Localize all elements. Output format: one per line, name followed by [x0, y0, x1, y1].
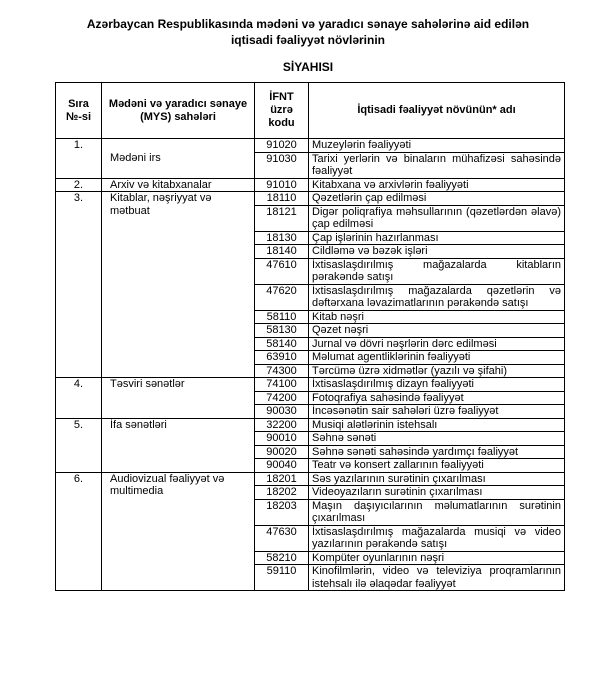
activity-code: 18201	[255, 472, 309, 486]
activity-name: İncəsənətin sair sahələri üzrə fəaliyyət	[309, 405, 565, 419]
activity-code: 58130	[255, 324, 309, 338]
document-title-line1: Azərbaycan Respublikasında mədəni və yaradıcı sənaye sahələrinə aid edilən	[86, 17, 530, 31]
activity-code: 90030	[255, 405, 309, 419]
activity-code: 18203	[255, 499, 309, 525]
table-row	[56, 418, 565, 432]
section-number: 2.	[56, 178, 102, 192]
section-name: İfa sənətləri	[102, 418, 255, 472]
activity-code: 32200	[255, 418, 309, 432]
activity-name: Kompüter oyunlarının nəşri	[309, 551, 565, 565]
activity-code: 59110	[255, 565, 309, 591]
table-row	[56, 378, 565, 392]
activity-name: Cildləmə və bəzək işləri	[309, 245, 565, 259]
activity-code: 18140	[255, 245, 309, 259]
activity-name: Musiqi alətlərinin istehsalı	[309, 418, 565, 432]
activity-code: 91030	[255, 152, 309, 178]
activity-code: 58110	[255, 310, 309, 324]
header-activity: İqtisadi fəaliyyət növünün* adı	[309, 83, 565, 139]
table-header-row	[56, 83, 565, 139]
activity-code: 18202	[255, 486, 309, 500]
table-row	[56, 192, 565, 206]
activity-name: Kitabxana və arxivlərin fəaliyyəti	[309, 178, 565, 192]
document-subtitle: SİYAHISI	[282, 60, 334, 74]
activity-name: Səs yazılarının surətinin çıxarılması	[309, 472, 565, 486]
activity-code: 74200	[255, 391, 309, 405]
section-number: 4.	[56, 378, 102, 419]
activity-name: Teatr və konsert zallarının fəaliyyəti	[309, 459, 565, 473]
activity-name: Kinofilmlərin, video və televiziya proqramlarının istehsalı ilə əlaqədar fəaliyyət	[309, 565, 565, 591]
activity-name: Məlumat agentliklərinin fəaliyyəti	[309, 351, 565, 365]
section-number: 3.	[56, 192, 102, 378]
section-name: Arxiv və kitabxanalar	[102, 178, 255, 192]
activity-code: 74300	[255, 364, 309, 378]
activity-code: 63910	[255, 351, 309, 365]
section-number: 6.	[56, 472, 102, 591]
activity-name: Kitab nəşri	[309, 310, 565, 324]
header-number: Sıra №-si	[56, 83, 102, 139]
activity-name: Tərcümə üzrə xidmətlər (yazılı və şifahi)	[309, 364, 565, 378]
activity-code: 91010	[255, 178, 309, 192]
section-number: 5.	[56, 418, 102, 472]
activity-code: 90010	[255, 432, 309, 446]
activity-name: İxtisaslaşdırılmış mağazalarda qəzetlərin və dəftərxana ləvazimatlarının pərakəndə satışı	[309, 284, 565, 310]
activity-name: Fotoqrafiya sahəsində fəaliyyət	[309, 391, 565, 405]
activity-name: Qəzetlərin çap edilməsi	[309, 192, 565, 206]
activity-name: Muzeylərin fəaliyyəti	[309, 139, 565, 153]
activity-code: 18110	[255, 192, 309, 206]
activity-code: 90020	[255, 445, 309, 459]
table-row	[56, 178, 565, 192]
activity-name: Digər poliqrafiya məhsullarının (qəzetlərdən əlavə) çap edilməsi	[309, 205, 565, 231]
activity-name: Qəzet nəşri	[309, 324, 565, 338]
activity-name: Tarixi yerlərin və binaların mühafizəsi sahəsində fəaliyyət	[309, 152, 565, 178]
activity-name: Jurnal və dövri nəşrlərin dərc edilməsi	[309, 337, 565, 351]
activity-name: Maşın daşıyıcılarının məlumatlarının surətinin çıxarılması	[309, 499, 565, 525]
activity-code: 58210	[255, 551, 309, 565]
header-sector: Mədəni və yaradıcı sənaye (MYS) sahələri	[102, 83, 255, 139]
section-number: 1.	[56, 139, 102, 179]
activity-code: 74100	[255, 378, 309, 392]
table-body	[56, 139, 565, 591]
activity-code: 47620	[255, 284, 309, 310]
section-name: Audiovizual fəaliyyət və multimedia	[102, 472, 255, 591]
table-row	[56, 139, 565, 153]
activity-code: 91020	[255, 139, 309, 153]
activity-name: Çap işlərinin hazırlanması	[309, 231, 565, 245]
section-name: Təsviri sənətlər	[102, 378, 255, 419]
activity-name: İxtisaslaşdırılmış dizayn fəaliyyəti	[309, 378, 565, 392]
section-name: Kitablar, nəşriyyat və mətbuat	[102, 192, 255, 378]
activity-code: 58140	[255, 337, 309, 351]
activity-code: 47630	[255, 525, 309, 551]
document-title-line2: iqtisadi fəaliyyət növlərinin	[230, 33, 386, 47]
activity-name: Səhnə sənəti sahəsində yardımçı fəaliyyət	[309, 445, 565, 459]
activity-code: 47610	[255, 258, 309, 284]
activity-code: 90040	[255, 459, 309, 473]
header-code: İFNT üzrə kodu	[255, 83, 309, 139]
activity-code: 18121	[255, 205, 309, 231]
activity-name: İxtisaslaşdırılmış mağazalarda kitabların pərakəndə satışı	[309, 258, 565, 284]
section-name: Mədəni irs	[102, 139, 255, 179]
table-row	[56, 472, 565, 486]
activity-table	[55, 82, 565, 591]
activity-name: Videoyazıların surətinin çıxarılması	[309, 486, 565, 500]
activity-name: Səhnə sənəti	[309, 432, 565, 446]
activity-name: İxtisaslaşdırılmış mağazalarda musiqi və video yazılarının pərakəndə satışı	[309, 525, 565, 551]
activity-code: 18130	[255, 231, 309, 245]
